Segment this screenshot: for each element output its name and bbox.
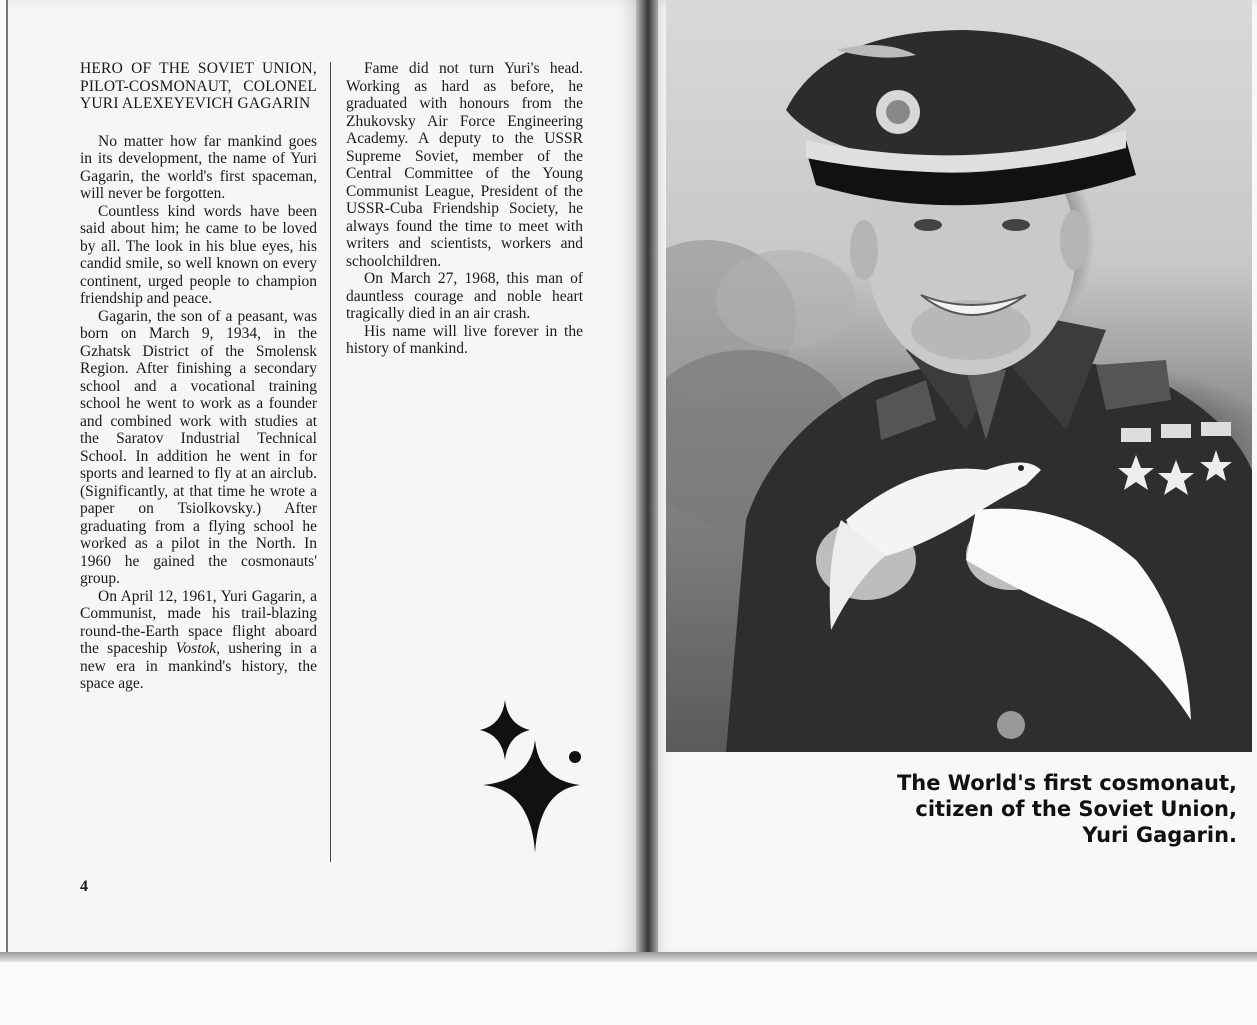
caption-line: The World's first cosmonaut, [896,771,1237,795]
text-column-1 [80,60,317,693]
paragraph-text: ushering in a new era in mankind's history, the space age. [80,640,317,692]
portrait-illustration [666,0,1252,752]
paragraph: Gagarin, the son of a peasant, was born on March 9, 1934, in the Gzhatsk District of the Smolensk Region. After finishing a secondary school and a vocational training school he went to work as a founder and combined work with studies at the Saratov Industrial Technical School. In addition he went in for sports and learned to fly at an airclub. (Significantly, at that time he wrote a paper on Tsiolkovsky.) After graduating from a flying school he worked as a pilot in the North. In 1960 he gained the cosmonauts' group. [80,307,317,587]
paragraph: Countless kind words have been said about him; he came to be loved by all. The look in his blue eyes, his candid smile, so well known on every continent, urged people to champion friendship and peace. [80,202,317,307]
paragraph: On March 27, 1968, this man of dauntless courage and noble heart tragically died in an air crash. [346,270,583,322]
cosmonaut-photo [666,0,1252,752]
paragraph-text: On April 12, 1961, Yuri Gagarin, a Communist, made his trail-blazing round-the-Earth space flight aboard the spaceship [80,587,317,657]
paragraph: Fame did not turn Yuri's head. Working as hard as before, he graduated with honours from the Zhukovsky Air Force Engineering Academy. A deputy to the USSR Supreme Soviet, member of the Central Committee of the Young Communist League, President of the USSR-Cuba Friendship Society, he always found the time to meet with writers and scientists, workers and schoolchildren. [346,60,583,270]
caption-line: Yuri Gagarin. [1082,823,1237,847]
photo-caption [877,770,1237,848]
stars-icon [475,695,590,860]
paragraph: His name will live forever in the history of mankind. [346,322,583,357]
column-divider [330,62,331,862]
book-gutter [636,0,658,958]
page-number: 4 [80,878,88,895]
paragraph: No matter how far mankind goes in its development, the name of Yuri Gagarin, the world's first spaceman, will never be forgotten. [80,132,317,202]
paragraph [80,588,317,693]
page-bottom-edge [0,952,1257,962]
article-heading: HERO OF THE SOVIET UNION, PILOT-COSMONAUT, COLONEL YURI ALEXEYEVICH GAGARIN [80,60,317,112]
text-column-2 [346,60,583,358]
spaceship-name: Vostok, [175,640,220,657]
caption-line: citizen of the Soviet Union, [915,797,1237,821]
